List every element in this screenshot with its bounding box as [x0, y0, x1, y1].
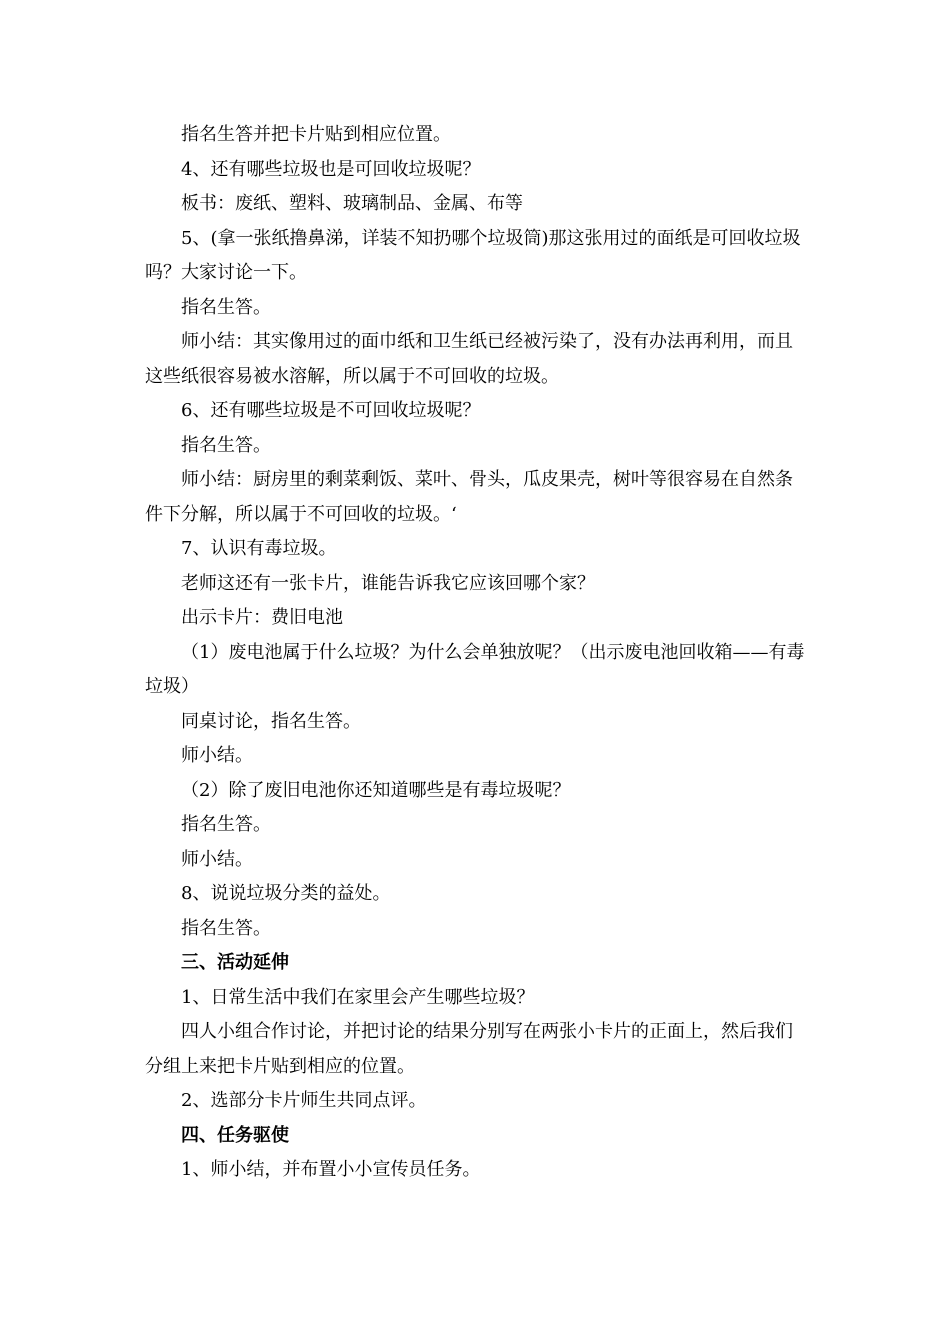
paragraph: 指名生答并把卡片贴到相应位置。: [181, 124, 451, 145]
paragraph: （1）废电池属于什么垃圾？为什么会单独放呢？（出示废电池回收箱——有毒垃圾）: [145, 641, 805, 697]
paragraph: 师小结：其实像用过的面巾纸和卫生纸已经被污染了，没有办法再利用，而且这些纸很容易被水溶解，所以属于不可回收的垃圾。: [145, 331, 793, 387]
paragraph: 7、认识有毒垃圾。: [181, 538, 337, 559]
paragraph: 2、选部分卡片师生共同点评。: [181, 1090, 427, 1111]
paragraph: 老师这还有一张卡片，谁能告诉我它应该回哪个家？: [181, 572, 595, 594]
paragraph: 5、(拿一张纸撸鼻涕，详装不知扔哪个垃圾筒)那这张用过的面纸是可回收垃圾吗？大家讨论一下。: [145, 227, 801, 283]
paragraph: 师小结：厨房里的剩菜剩饭、菜叶、骨头，瓜皮果壳，树叶等很容易在自然条件下分解，所以属于不可回收的垃圾。‘: [145, 469, 793, 525]
section-heading: 三、活动延伸: [181, 952, 289, 973]
document-body: [145, 118, 809, 1188]
paragraph: 指名生答。: [181, 296, 271, 318]
paragraph: 1、师小结，并布置小小宣传员任务。: [181, 1159, 481, 1180]
paragraph: 板书：废纸、塑料、玻璃制品、金属、布等: [181, 193, 523, 214]
paragraph: 8、说说垃圾分类的益处。: [181, 883, 391, 904]
paragraph: 4、还有哪些垃圾也是可回收垃圾呢？: [181, 158, 481, 180]
paragraph: 指名生答。: [181, 917, 271, 939]
paragraph: 师小结。: [181, 848, 253, 870]
paragraph: 6、还有哪些垃圾是不可回收垃圾呢？: [181, 400, 481, 421]
paragraph: 师小结。: [181, 745, 253, 766]
paragraph: 指名生答。: [181, 434, 271, 456]
paragraph: 四人小组合作讨论，并把讨论的结果分别写在两张小卡片的正面上，然后我们分组上来把卡片贴到相应的位置。: [145, 1021, 793, 1077]
paragraph: 同桌讨论，指名生答。: [181, 710, 361, 732]
paragraph: 1、日常生活中我们在家里会产生哪些垃圾？: [181, 986, 535, 1008]
paragraph: 出示卡片：费旧电池: [181, 607, 343, 628]
section-heading: 四、任务驱使: [181, 1124, 289, 1146]
paragraph: 指名生答。: [181, 814, 271, 835]
paragraph: （2）除了废旧电池你还知道哪些是有毒垃圾呢？: [181, 779, 571, 801]
